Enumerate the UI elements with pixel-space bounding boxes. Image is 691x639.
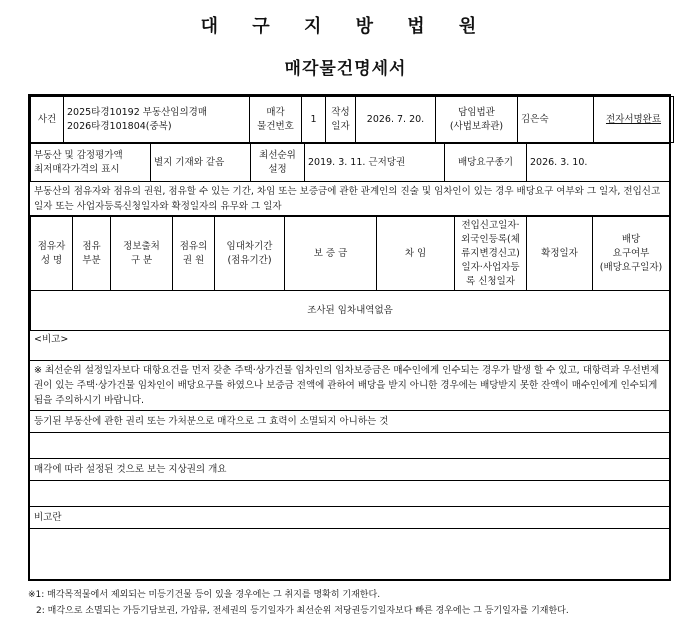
column-header: 점유의 권 원 [173, 217, 215, 291]
demand-label: 배당요구종기 [445, 144, 527, 182]
column-header: 확정일자 [527, 217, 593, 291]
lien-value: 2019. 3. 11. 근저당권 [305, 144, 445, 182]
case-line-2: 2026타경101804(중복) [67, 120, 172, 132]
case-number [64, 97, 250, 143]
occupancy-table [30, 216, 670, 331]
surface-value [30, 481, 669, 507]
case-label: 사건 [31, 97, 64, 143]
document-title: 매각물건명세서 [284, 59, 407, 79]
remarks-label: 비고란 [30, 507, 669, 529]
judge-name: 김은숙 [518, 97, 594, 143]
footnote-2: 2: 매각으로 소멸되는 가등기담보권, 가압류, 전세권의 등기일자가 최선순위 저당권등기일자보다 빠른 경우에는 그 등기일자를 기재한다. [36, 606, 569, 616]
property-value: 별지 기재와 같음 [151, 144, 251, 182]
sale-number-label: 매각 물건번호 [250, 97, 302, 143]
case-line-1: 2025타경10192 부동산임의경매 [67, 106, 208, 118]
remark-label: <비고> [34, 334, 69, 345]
remark-box [30, 331, 669, 361]
rights-label: 등기된 부동산에 관한 권리 또는 가처분으로 매각으로 그 효력이 소멸되지 아니하는 것 [30, 411, 669, 433]
statement-table [28, 94, 671, 581]
date-label: 작성 일자 [326, 97, 356, 143]
rights-value [30, 433, 669, 459]
e-signature: 전자서명완료 [594, 97, 674, 143]
surface-label: 매각에 따라 설정된 것으로 보는 지상권의 개요 [30, 459, 669, 481]
column-header: 임대차기간 (점유기간) [215, 217, 285, 291]
court-name: 대 구 지 방 법 원 [200, 16, 491, 37]
creation-date: 2026. 7. 20. [356, 97, 436, 143]
column-header: 전입신고일자· 외국인등록(체 류지변경신고) 일자·사업자등 록 신청일자 [455, 217, 527, 291]
column-header: 보 증 금 [285, 217, 377, 291]
sale-number: 1 [302, 97, 326, 143]
column-header: 점유 부분 [73, 217, 111, 291]
occupancy-text: 부동산의 점유자와 점유의 권원, 점유할 수 있는 기간, 차임 또는 보증금에 관한 관계인의 진술 및 임차인이 있는 경우 배당요구 여부와 그 일자, 전입신고일자 또는 사업자등록신청일자와 확정일자의 유무와 그 일자 [30, 182, 669, 216]
judge-label: 담임법관 (사법보좌관) [436, 97, 518, 143]
header-table [30, 96, 674, 143]
property-table [30, 143, 670, 182]
property-label: 부동산 및 감정평가액 최저매각가격의 표시 [31, 144, 151, 182]
column-header: 배당 요구여부 (배당요구일자) [593, 217, 670, 291]
no-tenant-row: 조사된 임차내역없음 [31, 291, 670, 331]
column-header: 점유자 성 명 [31, 217, 73, 291]
demand-value: 2026. 3. 10. [527, 144, 670, 182]
column-header: 정보출처 구 분 [111, 217, 173, 291]
notice-text: ※ 최선순위 설정일자보다 대항요건을 먼저 갖춘 주택·상가건물 임차인의 임차보증금은 매수인에게 인수되는 경우가 발생 할 수 있고, 대항력과 우선변제권이 있는 주택·상가건물 임차인이 배당요구를 하였으나 보증금 전액에 관하여 배당을 받지 아니한 경우에는 배당받지 못한 잔액이 매수인에게 인수되게 됨을 주의하시기 바랍니다. [30, 361, 669, 411]
footnote-1: ※1: 매각목적물에서 제외되는 미등기건물 등이 있을 경우에는 그 취지를 명확히 기재한다. [28, 590, 381, 600]
column-header: 차 임 [377, 217, 455, 291]
lien-label: 최선순위 설정 [251, 144, 305, 182]
